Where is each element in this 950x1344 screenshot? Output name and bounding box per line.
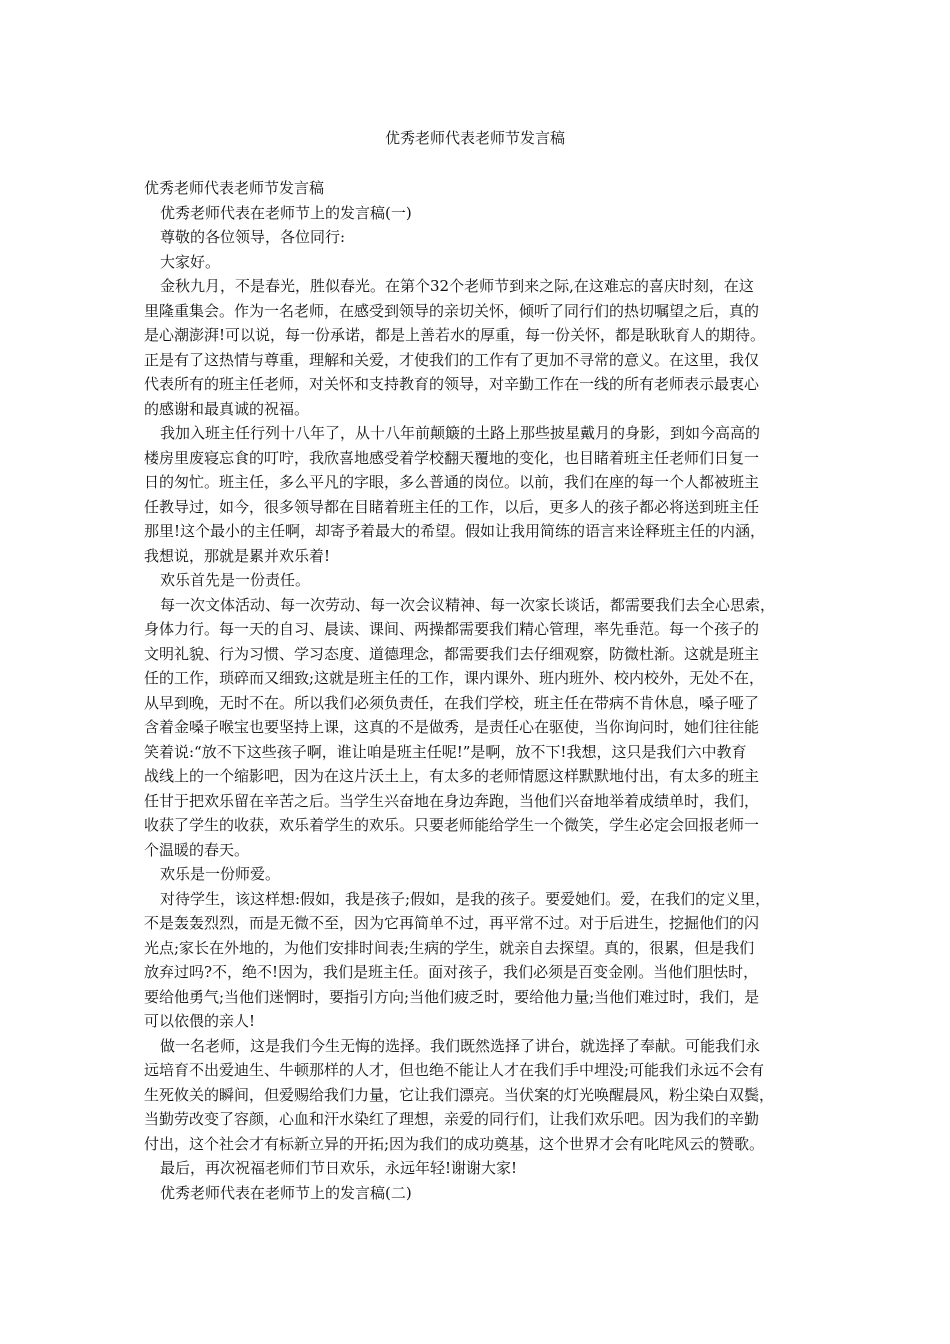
paragraph-line: 文明礼貌、行为习惯、学习态度、道德理念，都需要我们去仔细观察，防微杜渐。这就是班主	[144, 644, 760, 663]
paragraph-7	[144, 1034, 806, 1157]
document-body	[144, 176, 806, 1205]
paragraph-line: 是心潮澎湃!可以说，每一份承诺，都是上善若水的厚重，每一份关怀，都是耿耿育人的期待。	[144, 326, 766, 344]
paragraph-line: 可以依偎的亲人!	[144, 1012, 256, 1030]
paragraph-line: 每一次文体活动、每一次劳动、每一次会议精神、每一次家长谈话，都需要我们去全心思索，	[160, 595, 776, 614]
section-lead-responsibility: 欢乐首先是一份责任。	[160, 571, 311, 589]
paragraph-6	[144, 887, 806, 1034]
paragraph-line: 任甘于把欢乐留在辛苦之后。当学生兴奋地在身边奔跑，当他们兴奋地举着成绩单时，我们，	[144, 791, 760, 810]
paragraph-line: 那里!这个最小的主任啊，却寄予着最大的希望。假如让我用简练的语言来诠释班主任的内涵，	[144, 522, 766, 540]
paragraph-line: 我想说，那就是累并欢乐着!	[144, 546, 331, 565]
paragraph-line: 对待学生，该这样想:假如，我是孩子;假如，是我的孩子。要爱她们。爱，在我们的定义里，	[160, 889, 771, 908]
paragraph-line: 楼房里废寝忘食的叮咛，我欣喜地感受着学校翻天覆地的变化，也目睹着班主任老师们日复一	[144, 448, 760, 467]
paragraph-line: 身体力行。每一天的自习、晨读、课间、两操都需要我们精心管理，率先垂范。每一个孩子的	[144, 620, 760, 638]
section-lead-teacher-love: 欢乐是一份师爱。	[160, 865, 281, 883]
paragraph-line: 个温暖的春天。	[144, 840, 250, 859]
paragraph-line: 要给他勇气;当他们迷惘时，要指引方向;当他们疲乏时，要给他力量;当他们难过时，我们，是	[144, 987, 760, 1006]
paragraph-line: 放弃过吗?不，绝不!因为，我们是班主任。面对孩子，我们必须是百变金刚。当他们胆怯时，	[144, 963, 759, 981]
paragraph-line: 正是有了这热情与尊重，理解和关爱，才使我们的工作有了更加不寻常的意义。在这里，我仅	[144, 350, 760, 369]
paragraph-line: 金秋九月，不是春光，胜似春光。在第个32个老师节到来之际,在这难忘的喜庆时刻，在这	[160, 277, 754, 295]
paragraph-line: 光点;家长在外地的，为他们安排时间表;生病的学生，就亲自去探望。真的，很累，但是我们	[144, 938, 755, 957]
paragraph-line: 付出，这个社会才有标新立异的开拓;因为我们的成功奠基，这个世界才会有叱咤风云的赞歌。	[144, 1134, 765, 1153]
paragraph-line: 任教导过，如今，很多领导都在目睹着班主任的工作，以后，更多人的孩子都必将送到班主任	[144, 497, 760, 516]
paragraph-line: 任的工作，琐碎而又细致;这就是班主任的工作，课内课外、班内班外、校内校外，无处不在，	[144, 669, 765, 687]
paragraph-2	[144, 421, 806, 568]
paragraph-line: 含着金嗓子喉宝也要坚持上课，这真的不是做秀，是责任心在驱使，当你询问时，她们往往能	[144, 718, 760, 736]
greeting: 大家好。	[160, 252, 221, 271]
speech-subheading-2: 优秀老师代表在老师节上的发言稿(二)	[160, 1183, 412, 1202]
paragraph-line: 日的匆忙。班主任，多么平凡的字眼，多么普通的岗位。以前，我们在座的每一个人都被班主	[144, 473, 760, 491]
paragraph-line: 战线上的一个缩影吧，因为在这片沃土上，有太多的老师情愿这样默默地付出，有太多的班主	[144, 767, 760, 785]
paragraph-line: 生死攸关的瞬间，但爱赐给我们力量，它让我们漂亮。当伏案的灯光唤醒晨风，粉尘染白双鬓，	[144, 1085, 775, 1104]
paragraph-4	[144, 593, 806, 863]
paragraph-line: 我加入班主任行列十八年了，从十八年前颠簸的土路上那些披星戴月的身影，到如今高高的	[160, 424, 761, 442]
paragraph-line: 做一名老师，这是我们今生无悔的选择。我们既然选择了讲台，就选择了奉献。可能我们永	[160, 1036, 761, 1055]
paragraph-line: 代表所有的班主任老师，对关怀和支持教育的领导，对辛勤工作在一线的所有老师表示最衷心	[144, 375, 760, 393]
document-heading: 优秀老师代表老师节发言稿	[144, 179, 325, 197]
paragraph-line: 里隆重集会。作为一名老师，在感受到领导的亲切关怀，倾听了同行们的热切嘱望之后，真的	[144, 301, 760, 320]
paragraph-line: 当勤劳改变了容颜，心血和汗水染红了理想，亲爱的同行们，让我们欢乐吧。因为我们的辛勤	[144, 1110, 760, 1128]
paragraph-line: 不是轰轰烈烈，而是无微不至，因为它再简单不过，再平常不过。对于后进生，挖掘他们的闪	[144, 914, 760, 932]
document-title: 优秀老师代表老师节发言稿	[384, 129, 565, 147]
paragraph-line: 的感谢和最真诚的祝福。	[144, 399, 310, 418]
paragraph-line: 收获了学生的收获，欢乐着学生的欢乐。只要老师能给学生一个微笑，学生必定会回报老师一	[144, 816, 760, 834]
closing-line: 最后，再次祝福老师们节日欢乐，永远年轻!谢谢大家!	[160, 1159, 518, 1177]
paragraph-line: 笑着说:“放不下这些孩子啊，谁让咱是班主任呢!”是啊，放不下!我想，这只是我们六中教育	[144, 742, 747, 761]
paragraph-line: 远培育不出爱迪生、牛顿那样的人才，但也绝不能让人才在我们手中埋没;可能我们永远不会有	[144, 1061, 765, 1079]
paragraph-line: 从早到晚，无时不在。所以我们必须负责任，在我们学校，班主任在带病不肯休息，嗓子哑了	[144, 693, 760, 712]
speech-subheading-1: 优秀老师代表在老师节上的发言稿(一)	[160, 203, 412, 222]
salutation: 尊敬的各位领导，各位同行:	[160, 228, 346, 246]
paragraph-1	[144, 274, 806, 421]
